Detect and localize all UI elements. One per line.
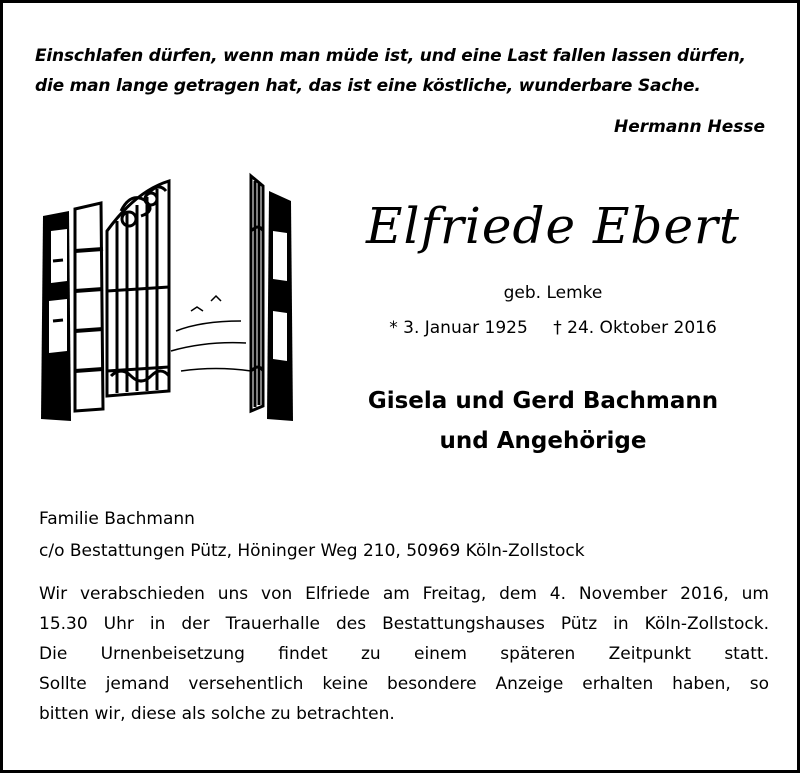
deceased-name: Elfriede Ebert — [365, 197, 741, 255]
contact-address — [39, 503, 585, 567]
life-dates — [343, 318, 763, 338]
mourners-line: Gisela und Gerd Bachmann — [367, 388, 719, 414]
epigraph-quote — [35, 41, 775, 101]
quote-author: Hermann Hesse — [614, 117, 765, 137]
birth-date: * 3. Januar 1925 — [389, 318, 528, 338]
maiden-name: geb. Lemke — [503, 283, 603, 303]
mourners — [333, 381, 753, 461]
death-date: † 24. Oktober 2016 — [553, 318, 717, 338]
address-line: Familie Bachmann — [39, 509, 195, 529]
funeral-notice-text — [39, 579, 769, 729]
notice-line: bitten wir, diese als solche zu betrachten. — [39, 704, 395, 724]
notice-line: Die Urnenbeisetzung findet zu einem späteren Zeitpunkt statt. — [39, 644, 769, 664]
quote-line: Einschlafen dürfen, wenn man müde ist, und eine Last fallen lassen dürfen, — [35, 46, 746, 66]
mourners-line: und Angehörige — [439, 428, 647, 454]
address-line: c/o Bestattungen Pütz, Höninger Weg 210, 50969 Köln-Zollstock — [39, 541, 585, 561]
notice-line: 15.30 Uhr in der Trauerhalle des Bestattungshauses Pütz in Köln-Zollstock. — [39, 614, 769, 634]
notice-line: Wir verabschieden uns von Elfriede am Freitag, dem 4. November 2016, um — [39, 584, 769, 604]
notice-line: Sollte jemand versehentlich keine besondere Anzeige erhalten haben, so — [39, 674, 769, 694]
quote-line: die man lange getragen hat, das ist eine köstliche, wunderbare Sache. — [35, 76, 701, 96]
open-garden-gate-illustration — [41, 171, 303, 421]
